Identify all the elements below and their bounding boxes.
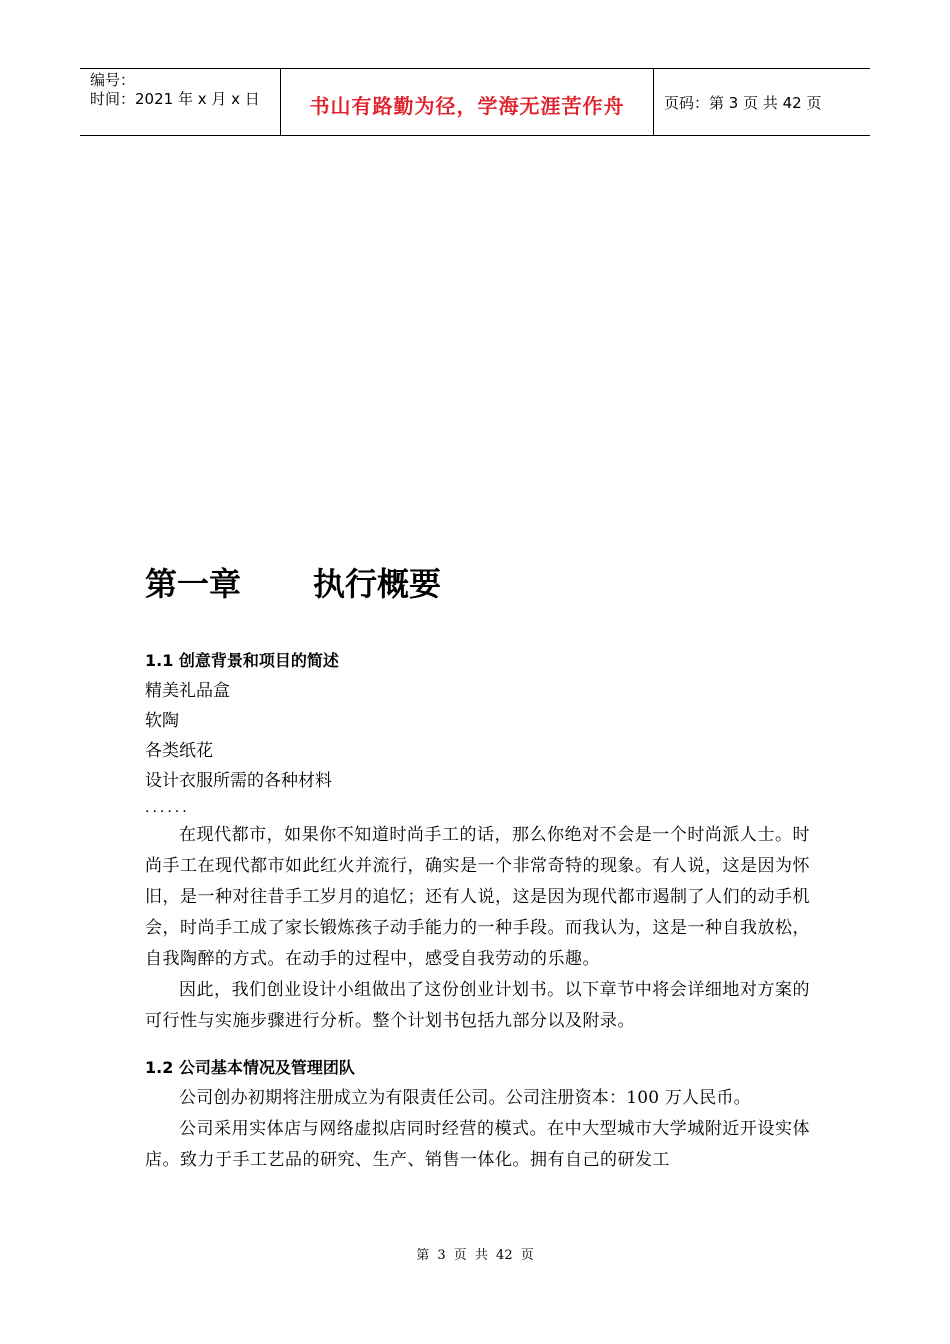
header-motto: 书山有路勤为径，学海无涯苦作舟 <box>281 69 654 135</box>
list-item: 各类纸花 <box>145 741 213 761</box>
header-meta <box>80 69 281 135</box>
chapter-number: 第一章 <box>145 565 242 603</box>
header-time-label: 时间：2021 年 x 月 x 日 <box>90 90 260 108</box>
page-header <box>80 68 870 136</box>
page-footer: 第 3 页 共 42 页 <box>416 1248 534 1263</box>
header-number-label: 编号： <box>90 71 136 89</box>
header-page-info: 页码：第 3 页 共 42 页 <box>664 93 822 112</box>
chapter-title: 执行概要 <box>313 565 442 603</box>
paragraph: 公司采用实体店与网络虚拟店同时经营的模式。在中大型城市大学城附近开设实体店。致力于手工艺品的研究、生产、销售一体化。拥有自己的研发工 <box>145 1119 810 1170</box>
paragraph: 公司创办初期将注册成立为有限责任公司。公司注册资本：100 万人民币。 <box>179 1088 751 1108</box>
document-body <box>145 560 810 1176</box>
list-item: 软陶 <box>145 711 179 731</box>
list-item: 设计衣服所需的各种材料 <box>145 771 332 791</box>
paragraph: 在现代都市，如果你不知道时尚手工的话，那么你绝对不会是一个时尚派人士。时尚手工在现代都市如此红火并流行，确实是一个非常奇特的现象。有人说，这是因为怀旧，是一种对往昔手工岁月的追忆；还有人说，这是因为现代都市遏制了人们的动手机会，时尚手工成了家长锻炼孩子动手能力的一种手段。而我认为，这是一种自我放松，自我陶醉的方式。在动手的过程中，感受自我劳动的乐趣。 <box>145 825 810 969</box>
paragraph: 因此，我们创业设计小组做出了这份创业计划书。以下章节中将会详细地对方案的可行性与实施步骤进行分析。整个计划书包括九部分以及附录。 <box>145 980 810 1031</box>
section-heading-1-2: 1.2 公司基本情况及管理团队 <box>145 1058 355 1077</box>
chapter-heading <box>145 560 810 608</box>
list-item: 精美礼品盒 <box>145 681 230 701</box>
section-heading-1-1: 1.1 创意背景和项目的简述 <box>145 651 339 670</box>
ellipsis: ...... <box>145 800 190 816</box>
